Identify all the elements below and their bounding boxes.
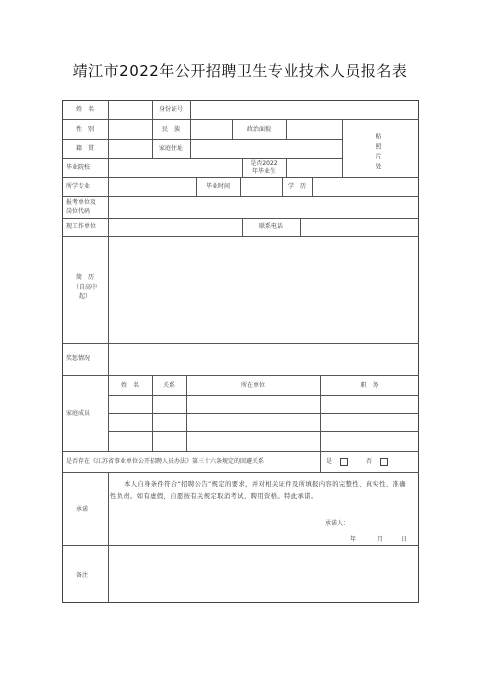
resume-note: （自高中 <box>72 284 97 291</box>
family-label: 家庭成员 <box>66 410 91 417</box>
avoidance-question: 是否存在《江苏省事业单位公开招聘人员办法》第三十六条规定的回避关系 <box>66 458 265 465</box>
pledger-label: 承诺人： <box>325 520 350 527</box>
remark-label: 备注 <box>76 572 89 579</box>
date-month: 月 <box>377 536 384 543</box>
phone-label: 联系电话 <box>258 223 283 230</box>
no-checkbox[interactable] <box>380 458 388 466</box>
photo-placeholder-label: 贴照片处 <box>374 133 381 173</box>
awards-label: 奖惩情况 <box>66 355 91 362</box>
form-title: 靖江市2022年公开招聘卫生专业技术人员报名表 <box>72 62 408 80</box>
pledge-text: 本人自身条件符合“招聘公告”规定的要求，并对相关证件及所填报内容的完整性、真实性、准确性负责。如有虚假，自愿按有关规定取消考试、聘用资格。特此承诺。 <box>110 481 406 500</box>
date-year: 年 <box>350 536 357 543</box>
name-label: 姓 名 <box>75 106 94 113</box>
graduation-time-label: 毕业时间 <box>205 183 230 190</box>
current-unit-label: 现工作单位 <box>66 223 97 230</box>
is-2022-grad-label-2: 年毕业生 <box>251 168 276 175</box>
id-card-field[interactable] <box>190 100 419 119</box>
family-position-header: 职 务 <box>360 382 379 389</box>
resume-label: 简 历 <box>75 274 94 281</box>
address-label: 家庭住址 <box>158 145 183 152</box>
native-place-label: 籍 贯 <box>75 145 94 152</box>
family-name-header: 姓 名 <box>120 382 139 389</box>
major-label: 所学专业 <box>66 183 91 190</box>
no-label: 否 <box>366 458 373 465</box>
date-day: 日 <box>401 536 408 543</box>
registration-form <box>62 100 419 603</box>
yes-checkbox[interactable] <box>340 458 348 466</box>
school-label: 毕业院校 <box>66 164 91 171</box>
political-status-label: 政治面貌 <box>246 126 271 133</box>
is-2022-grad-label: 是否2022 <box>250 160 278 167</box>
ethnicity-label: 民 族 <box>161 126 180 133</box>
family-relation-header: 关系 <box>162 382 175 389</box>
degree-label: 学 历 <box>287 183 306 190</box>
avoidance-options <box>326 457 391 466</box>
yes-label: 是 <box>326 458 333 465</box>
id-card-label: 身份证号 <box>158 106 183 113</box>
pledge-label: 承诺 <box>76 506 89 513</box>
gender-label: 性 别 <box>75 126 94 133</box>
family-unit-header: 所在单位 <box>240 382 265 389</box>
apply-unit-label-2: 岗位代码 <box>66 208 91 215</box>
apply-unit-label: 报考单位及 <box>66 199 97 206</box>
resume-note-2: 起） <box>78 293 91 300</box>
